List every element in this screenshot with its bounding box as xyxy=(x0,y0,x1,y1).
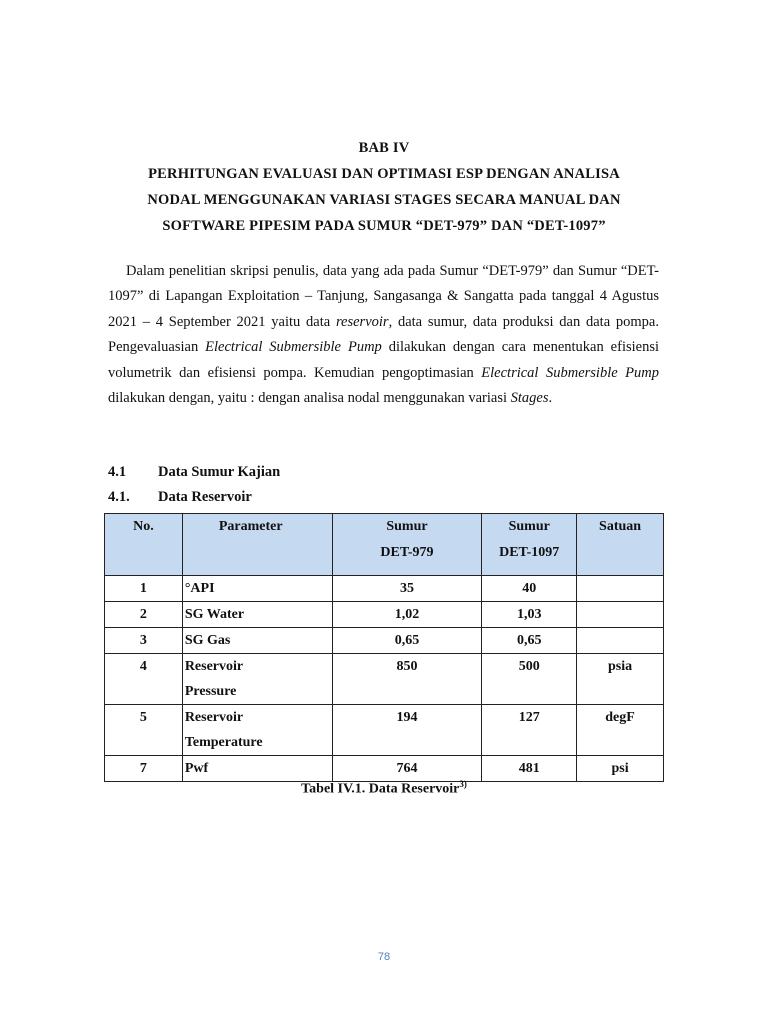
row-unit xyxy=(577,576,664,602)
row-parameter: Pwf xyxy=(182,756,332,782)
row-value-det-1097: 127 xyxy=(482,705,577,756)
table-row xyxy=(105,705,664,756)
row-no: 5 xyxy=(105,705,183,756)
paragraph-italic-1: reservoir xyxy=(335,313,389,330)
row-parameter: °API xyxy=(182,576,332,602)
paragraph-text-1: Dalam penelitian skripsi penulis, data yang ada pada Sumur “DET-979” dan Sumur “DET-1097” di Lapangan Exploitation – Tanjung, Sangasanga & Sangatta pada tanggal 4 Agustus 2021 – 4 September 2021 yaitu data xyxy=(108,263,659,330)
table-header-row xyxy=(105,514,664,576)
row-parameter: SG Gas xyxy=(182,628,332,654)
intro-paragraph xyxy=(108,259,659,411)
section-title: Data Sumur Kajian xyxy=(158,464,281,480)
row-unit: psi xyxy=(577,756,664,782)
subsection-number: 4.1. xyxy=(108,489,130,505)
chapter-title-line-3: SOFTWARE PIPESIM PADA SUMUR “DET-979” DAN “DET-1097” xyxy=(162,218,606,234)
table-caption xyxy=(0,779,768,798)
subsection-title: Data Reservoir xyxy=(158,489,252,505)
row-no: 4 xyxy=(105,654,183,705)
row-unit: degF xyxy=(577,705,664,756)
header-parameter: Parameter xyxy=(182,514,332,576)
row-no: 2 xyxy=(105,602,183,628)
page-number: 78 xyxy=(377,951,391,963)
header-sumur-det-1097: Sumur DET-1097 xyxy=(482,514,577,576)
row-parameter: SG Water xyxy=(182,602,332,628)
row-value-det-979: 35 xyxy=(332,576,482,602)
paragraph-text-5: . xyxy=(548,390,553,407)
table-row xyxy=(105,628,664,654)
chapter-title-line-1: PERHITUNGAN EVALUASI DAN OPTIMASI ESP DENGAN ANALISA xyxy=(148,166,620,182)
table-row xyxy=(105,756,664,782)
paragraph-italic-2: Electrical Submersible Pump xyxy=(205,339,382,356)
table-row xyxy=(105,576,664,602)
header-sumur-det-979: Sumur DET-979 xyxy=(332,514,482,576)
row-unit xyxy=(577,602,664,628)
chapter-title xyxy=(0,135,768,239)
row-unit: psia xyxy=(577,654,664,705)
paragraph-text-3: dilakukan dengan cara menentukan efisiensi volumetrik dan efisiensi pompa. Kemudian pengoptimasian xyxy=(108,339,660,381)
chapter-title-line-2: NODAL MENGGUNAKAN VARIASI STAGES SECARA MANUAL DAN xyxy=(147,192,621,208)
paragraph-italic-3: Electrical Submersible Pump xyxy=(481,364,659,381)
row-value-det-979: 194 xyxy=(332,705,482,756)
row-value-det-979: 1,02 xyxy=(332,602,482,628)
row-value-det-1097: 0,65 xyxy=(482,628,577,654)
row-value-det-1097: 40 xyxy=(482,576,577,602)
row-value-det-979: 850 xyxy=(332,654,482,705)
row-parameter: Reservoir Pressure xyxy=(182,654,332,705)
reservoir-data-table xyxy=(104,513,664,782)
header-no: No. xyxy=(105,514,183,576)
chapter-number: BAB IV xyxy=(358,140,410,156)
table-row xyxy=(105,654,664,705)
paragraph-text-2: , data sumur, data produksi dan data pompa. Pengevaluasian xyxy=(108,313,659,356)
section-number: 4.1 xyxy=(108,464,127,480)
row-unit xyxy=(577,628,664,654)
subsection-heading xyxy=(108,489,252,506)
caption-reference: 3) xyxy=(459,779,467,789)
paragraph-text-4: dilakukan dengan, yaitu : dengan analisa nodal menggunakan variasi xyxy=(108,390,511,407)
caption-text: Tabel IV.1. Data Reservoir xyxy=(301,781,460,797)
row-no: 3 xyxy=(105,628,183,654)
row-value-det-979: 764 xyxy=(332,756,482,782)
row-value-det-1097: 481 xyxy=(482,756,577,782)
section-heading xyxy=(108,464,280,481)
row-parameter: Reservoir Temperature xyxy=(182,705,332,756)
row-value-det-1097: 500 xyxy=(482,654,577,705)
header-satuan: Satuan xyxy=(577,514,664,576)
row-value-det-1097: 1,03 xyxy=(482,602,577,628)
row-no: 1 xyxy=(105,576,183,602)
paragraph-italic-4: Stages xyxy=(510,390,549,407)
row-value-det-979: 0,65 xyxy=(332,628,482,654)
row-no: 7 xyxy=(105,756,183,782)
table-row xyxy=(105,602,664,628)
